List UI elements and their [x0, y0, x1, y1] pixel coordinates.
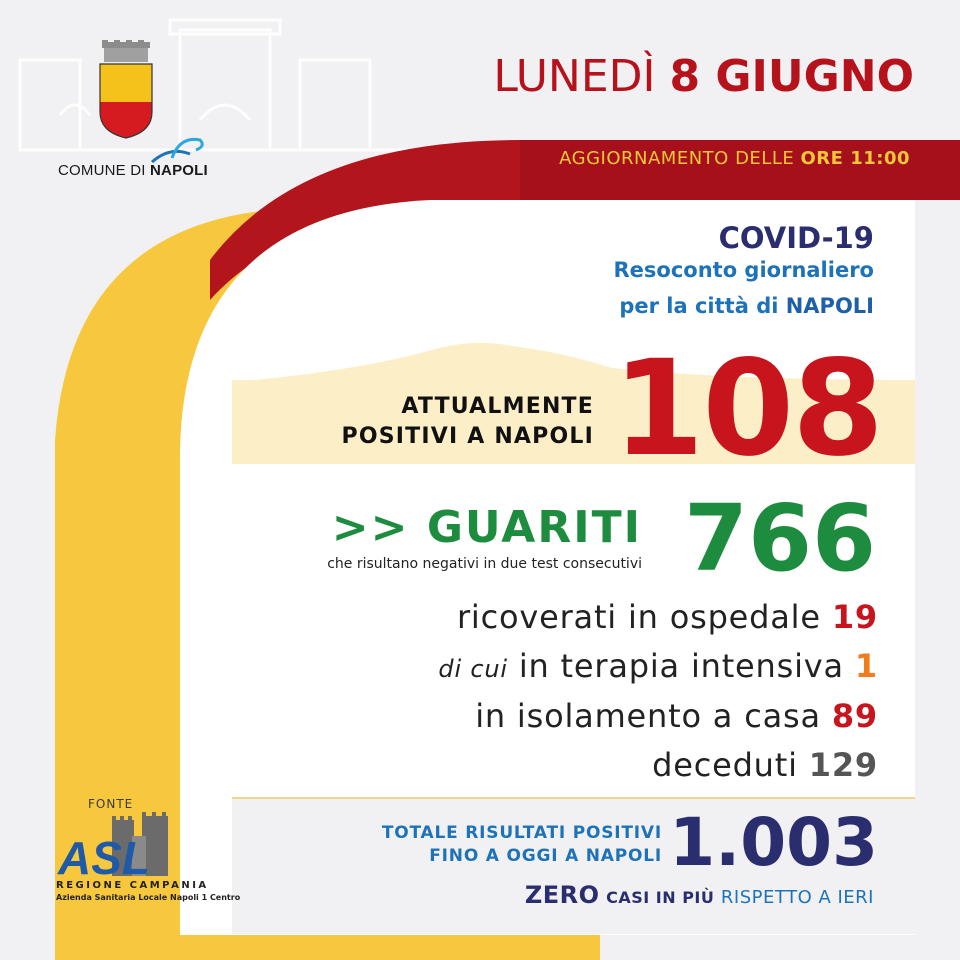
- zero-new-cases-note: ZERO CASI IN PIÙ RISPETTO A IERI: [524, 881, 874, 909]
- azienda-sanitaria-text: Azienda Sanitaria Locale Napoli 1 Centro: [56, 893, 241, 902]
- wave-logo-icon: [150, 132, 208, 166]
- asl-logo-text: ASL: [58, 832, 150, 884]
- recovered-value: 766: [683, 485, 876, 592]
- total-positive-value: 1.003: [669, 804, 878, 881]
- stat-row-intensive-care: di cui in terapia intensiva 1: [438, 647, 878, 685]
- currently-positive-label-line1: ATTUALMENTE: [401, 394, 594, 419]
- covid-title: COVID-19: [718, 221, 874, 255]
- update-time: AGGIORNAMENTO DELLE ORE 11:00: [559, 148, 910, 169]
- comune-di-napoli-logo-text: COMUNE DI NAPOLI: [58, 162, 208, 179]
- total-positive-label-line1: TOTALE RISULTATI POSITIVI: [381, 823, 662, 843]
- asl-napoli-logo: [54, 812, 182, 890]
- total-positive-label-line2: FINO A OGGI A NAPOLI: [429, 846, 662, 866]
- stat-row-deceased: deceduti 129: [652, 746, 878, 784]
- stat-row-home-isolation: in isolamento a casa 89: [475, 697, 878, 735]
- currently-positive-value: 108: [612, 332, 882, 486]
- napoli-coat-of-arms-logo: [96, 40, 156, 140]
- stat-row-hospitalized: ricoverati in ospedale 19: [456, 598, 878, 636]
- currently-positive-label-line2: POSITIVI A NAPOLI: [341, 424, 594, 449]
- city-subtitle: per la città di NAPOLI: [619, 294, 874, 318]
- report-subtitle: Resoconto giornaliero: [613, 258, 874, 282]
- section-divider: [232, 797, 915, 799]
- date-heading: LUNEDÌ 8 GIUGNO: [493, 51, 914, 102]
- source-label: FONTE: [88, 797, 134, 811]
- recovered-label: >> GUARITI: [331, 502, 642, 553]
- regione-campania-text: REGIONE CAMPANIA: [56, 880, 209, 891]
- recovered-note: che risultano negativi in due test consecutivi: [327, 556, 642, 572]
